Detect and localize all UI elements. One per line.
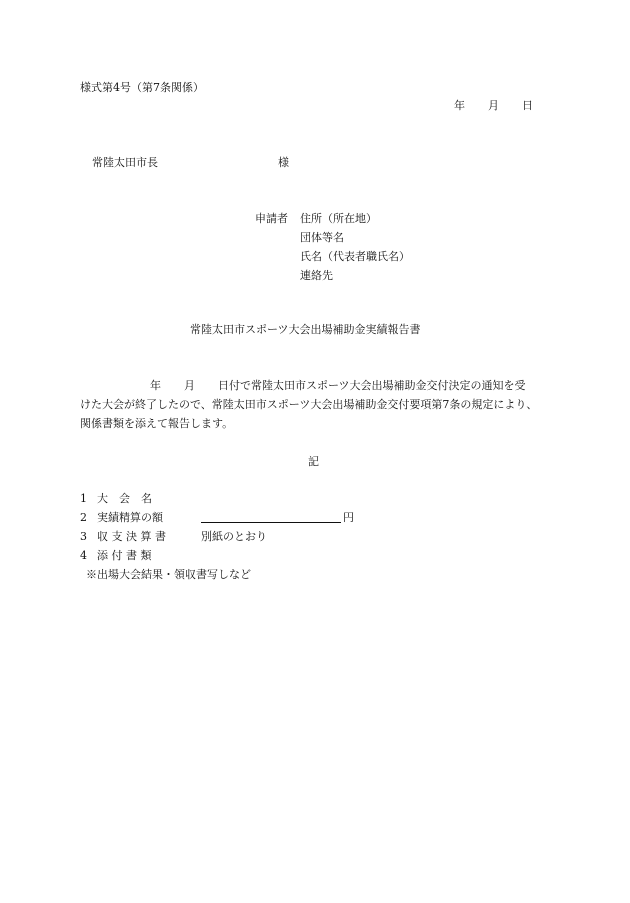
body-line-2: けた大会が終了したので、常陸太田市スポーツ大会出場補助金交付要項第7条の規定により、 — [80, 398, 538, 411]
applicant-name: 氏名（代表者職氏名） — [300, 250, 410, 263]
form-number: 様式第4号（第7条関係） — [80, 81, 204, 94]
body-line-3: 関係書類を添えて報告します。 — [80, 417, 234, 430]
date-year: 年 — [454, 99, 465, 112]
body-year: 年 — [150, 379, 161, 392]
item-label: 添 付 書 類 — [97, 549, 152, 562]
honorific: 様 — [278, 156, 289, 169]
applicant-label: 申請者 — [255, 212, 288, 225]
item-number: 2 — [80, 511, 87, 524]
ki-heading: 記 — [308, 455, 319, 468]
item-number: 1 — [80, 492, 87, 505]
item-label: 収 支 決 算 書 — [97, 530, 166, 543]
body-month: 月 — [184, 379, 195, 392]
attachment-note: ※出場大会結果・領収書写しなど — [86, 568, 251, 581]
date-month: 月 — [488, 99, 499, 112]
applicant-contact: 連絡先 — [300, 269, 333, 282]
document-title: 常陸太田市スポーツ大会出場補助金実績報告書 — [190, 323, 421, 336]
item-label: 実績精算の額 — [97, 511, 163, 524]
amount-underline — [201, 510, 341, 523]
body-line-1: 日付で常陸太田市スポーツ大会出場補助金交付決定の通知を受 — [218, 379, 526, 392]
amount-unit: 円 — [343, 511, 354, 524]
date-day: 日 — [522, 99, 533, 112]
item-number: 3 — [80, 530, 87, 543]
applicant-address: 住所（所在地） — [300, 212, 377, 225]
addressee: 常陸太田市長 — [92, 156, 158, 169]
item-label: 大 会 名 — [97, 492, 152, 505]
item-value: 別紙のとおり — [201, 530, 267, 543]
amount-field — [201, 510, 354, 523]
applicant-organization: 団体等名 — [300, 231, 344, 244]
item-number: 4 — [80, 549, 87, 562]
